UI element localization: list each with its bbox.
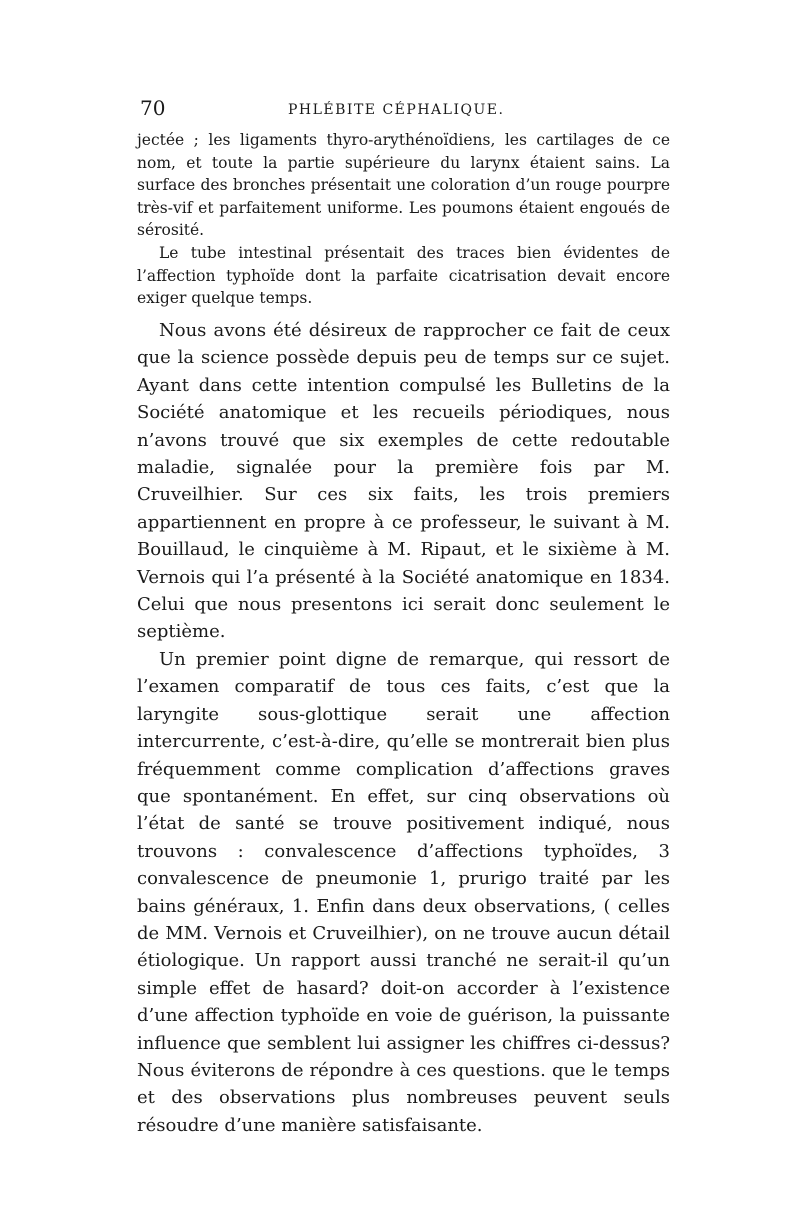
page-header <box>140 95 668 125</box>
discussion-block <box>137 317 670 1139</box>
case-description-block <box>137 129 670 310</box>
paragraph-first-point: Un premier point digne de remarque, qui ressort de l’examen comparatif de tous ces faits, c’est que la laryngite sous-glottique serait une affection intercurrente, c’est-à-dire, qu’elle se montrerait bien plus fréquemment comme complication d’affections graves que spontanément. En effet, sur cinq observations où l’état de santé se trouve positivement indiqué, nous trouvons : convalescence d’affections typhoïdes, 3 convalescence de pneumonie 1, prurigo traité par les bains généraux, 1. Enfin dans deux observations, ( celles de MM. Vernois et Cruveilhier), on ne trouve aucun détail étiologique. Un rapport aussi tranché ne serait-il qu’un simple effet de hasard? doit-on accorder à l’existence d’une affection typhoïde en voie de guérison, la puissante influence que semblent lui assigner les chiffres ci-dessus? Nous éviterons de répondre à ces questions. que le temps et des observations plus nombreuses peuvent seuls résoudre d’une manière satisfaisante. <box>137 648 670 1136</box>
page-number: 70 <box>140 96 166 120</box>
paragraph-comparison-cases: Nous avons été désireux de rapprocher ce fait de ceux que la science possède depuis peu de temps sur ce sujet. Ayant dans cette intention compulsé les Bulletins de la Société anatomique et les recueils périodiques, nous n’avons trouvé que six exemples de cette redoutable maladie, signalée pour la première fois par M. Cruveilhier. Sur ces six faits, les trois premiers appartiennent en propre à ce professeur, le suivant à M. Bouillaud, le cinquième à M. Ripaut, et le sixième à M. Vernois qui l’a présenté à la Société anatomique en 1834. Celui que nous presentons ici serait donc seulement le septième. <box>137 320 670 643</box>
paragraph-intestinal-tube: Le tube intestinal présentait des traces bien évidentes de l’affection typhoïde dont la parfaite cicatrisation devait encore exiger quelque temps. <box>137 243 670 308</box>
paragraph-autopsy-larynx: jectée ; les ligaments thyro-arythénoïdiens, les cartilages de ce nom, et toute la partie supérieure du larynx étaient sains. La surface des bronches présentait une coloration d’un rouge pourpre très-vif et parfaitement uniforme. Les poumons étaient engoués de sérosité. <box>137 131 670 240</box>
running-title: PHLÉBITE CÉPHALIQUE. <box>288 102 505 118</box>
